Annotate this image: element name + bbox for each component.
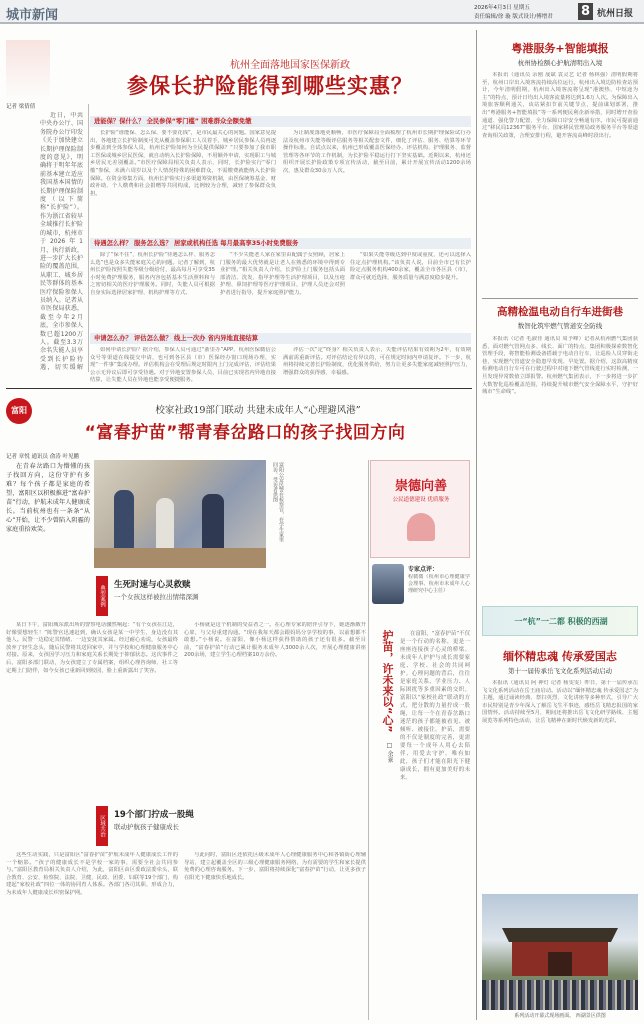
lead-col-3: [90, 252, 215, 330]
lead-col-1-text: 长护险“谁能保、怎么保、要不要花钱”，是市民最关心的问题。国家意见提出，各地建立长护险制度可先从覆盖参保职工人员着手，城乡居民参保人员再逐步覆盖到全体参保人员，杭州长护险如何为全民提供保障？“只要参加了我市职工医保或城乡居民医保，就自动纳入长护险保障，不用额外申请，实现职工与城乡居民无差别覆盖。”市医疗保障局相关负责人表示，同时，长护险实行“零门槛”参保，未满六周岁以及个人情况特殊的困难群众，不需缴费就能纳入长护险保障。在资金筹集方面，杭州长护险实行多渠道筹资机制，由医保统筹基金、财政补助、个人缴费和社会捐赠等共同构成，比例较为合理，减轻了参保群众负担。: [90, 130, 276, 197]
expert-name-text: 程微微（杭州市心理健康学会理事、杭州市未成年人心理研究中心主任）: [408, 574, 470, 594]
question-bar-2: [90, 238, 471, 249]
sec2-col-2: [184, 852, 366, 1020]
right-ad-banner: [482, 606, 638, 636]
sec1-text-2: 小杨就是这个机制的受益者之一。在心理专家的陪伴引导下，她逐渐敞开心扉，与父母重建沟通。“现在我每天都会跟妈妈分享学校的事，以前想都不敢想。”小杨说。在富阳，像小杨这样获得帮助的孩子还有很多。截至目前，“富春护苗”行动已累计服务未成年人3000余人次，开展心理健康讲座200余场，建立学生心理档案10万余份。: [184, 622, 366, 659]
right-story1-body: [482, 72, 638, 294]
expert-label: 专家点评：: [408, 566, 439, 573]
temple-roof: [502, 928, 618, 942]
photo-figure-3: [202, 494, 224, 552]
commentary-author: [384, 742, 394, 792]
lead-kicker: 杭州全面落地国家医保新政: [230, 60, 350, 71]
right-story2-title: 高精检温电动自行车进街巷: [497, 306, 623, 318]
sec2-tag-text: 区域共治: [99, 815, 105, 837]
fuyang-badge: [6, 398, 32, 424]
lead-intro-text: 近日，中共中央办公厅、国务院办公厅印发《关于加快建立长期护理保险制度的意见》，明确将于明年年底前基本建立适应我国基本国情的长期护理保险制度（以下简称“长护险”）。作为浙江省较早全域推行长护险的城市，杭州市于2026年1月，执行新政，进一步扩大长护险的覆盖范围，从职工、城乡居民等群体的基本医疗保险参保人员纳入。记者从市医保局获悉，截至今年2月底，全市参保人数已超1200万人。截至3.3万余名失能人员享受到长护险待遇，切实缓解: [40, 112, 83, 372]
lead-col-divider: [88, 104, 89, 372]
temple-crowd: [482, 980, 638, 1010]
fuyang-photo: [94, 460, 266, 568]
poster-title: 崇德向善: [394, 479, 447, 494]
sec1-col-1: [6, 622, 178, 732]
morality-poster: [370, 460, 470, 558]
question-bar-3: [90, 333, 471, 344]
lead-byline: 记者 梁倩倩: [6, 104, 36, 110]
right-ad-label: 一“杭”一二都 积极的西湖: [514, 617, 608, 626]
expert-name: [408, 574, 470, 614]
sec2-tag: [96, 806, 108, 846]
sec2-text-2: 与此同时，富阳区还依托区级未成年人心理健康服务中心和各镇街心理辅导站，建立起覆盖全区的三级心理健康服务网络，为有需要的学生和家长提供免费的心理咨询服务。下一步，富阳将持续深化“富春护苗”行动，让更多孩子在阳光下健康快乐地成长。: [184, 852, 366, 881]
fuyang-intro: [6, 462, 90, 556]
photo-figure-2: [156, 498, 174, 550]
photo-figure-1: [114, 490, 134, 550]
sec1-text-1: 某日下午，富阳城东派出所的警察电话骤然响起：“有个女孩在江边，好像要想轻生！”陈警官迅速赶到，确认女孩是某一中学生，身边没有其他人。民警一边稳定其情绪、一边安抚其家属。经过耐心劝说，女孩最终放弃了轻生念头，随后民警将其送回家中，并与学校和心理健康服务中心对接。原来，女孩因学习压力和家庭关系长期处于抑郁状态。这次事件之后，富阳多部门联动，为女孩建立了专属档案，组织心理咨询师、社工等定期上门陪伴，如今女孩已重新回到校园，脸上重新露出了笑容。: [6, 622, 178, 674]
poster-subtitle: 公民道德建设 优质服务: [392, 497, 450, 503]
sec2-text-1: 这些生动实践，只是富阳区“富春护苗”护航未成年人健康成长工作的一个缩影。“孩子的健康成长不是学校一家的事，需要全社会共同参与。”富阳区教育局相关负责人介绍，为此，富阳区由区委政法委牵头，联合教育、公安、检察院、法院、卫健、民政、团委、妇联等19个部门，构建起“家校社政”四位一体的协同育人体系。各部门各司其职、形成合力，为未成年人健康成长织密保护网。: [6, 852, 178, 896]
page-number: 8: [578, 3, 593, 20]
right-story2-text: 本报讯（记者 毛淑佳 通讯员 周予峰）记者从杭州燃气集团获悉，面对燃气管网点多、线长、面广的特点，集团积极探索数智化管理手段，将智能检测设备搭载于电动自行车，让巡检人员穿街走巷，实现燃气管道安全隐患早发现、早处置。据介绍，这款高精度检测电动自行车可在行驶过程中对地下燃气管线进行实时检测，一旦发现异常数值立即报警。杭州燃气集团表示，下一步将进一步扩大数智化巡检覆盖范围，持续提升城市燃气安全保障水平，守护好城市“生命线”。: [482, 336, 638, 396]
editor-line: 责任编辑/徐 璇 版式设计/傅增君: [474, 14, 553, 20]
commentary-body: [400, 630, 470, 1020]
fuyang-kicker: 校家社政19部门联动 共建未成年人“心理避风港”: [155, 405, 361, 416]
question-1: 进能保？保什么？ 全民参保“零门槛” 困难群众全额免缴: [94, 118, 252, 125]
expert-avatar: [372, 564, 404, 604]
fuyang-headline: “富春护苗”帮青春岔路口的孩子找回方向: [84, 423, 406, 443]
sec1-title: 生死时速与心灵救赎: [114, 580, 191, 590]
right-story1-subtitle: 杭州协检额心护航清明出入境: [517, 59, 603, 67]
right-story3-body: [482, 680, 638, 890]
fuyang-photo-caption-text: 富阳公安民警在检察官，在学生家里回访。受访者供图: [272, 462, 284, 542]
question-2: 待遇怎么样？ 服务怎么选？ 居家或机构任选 每月最高享35小时免费服务: [94, 240, 299, 247]
right-story3-text: 本报讯（通讯员 阿 神灯 记者 杨雯雯）昨日，第十一届传承岳飞文化系列活动在岳王庙启动。活动以“缅怀精忠魂 传承爱国志”为主题，通过诵读经典、祭扫英烈、文化讲座等多种形式，引导广大市民特别是青少年深入了解岳飞生平事迹，感悟岳飞精忠报国的家国情怀。活动持续至5月，期间还将推出岳飞文化研学路线、主题展览等系列特色活动，让岳飞精神在新时代焕发新的光彩。: [482, 680, 638, 724]
lead-col-3-text: 除了“保不住”，杭州长护险“待遇怎么样、服务怎么选”也是众多失能家庭关心的问题。记者了解到，杭州长护险按照失能等级分级给付，最高每月可享受35小时免费护理服务，服务内容包括基本生活照料和与之密切相关的医疗护理服务。同时，失能人员可根据自身实际选择居家护理、机构护理等方式。: [90, 252, 215, 296]
expert-box: [372, 562, 470, 622]
lead-side-deco: [6, 40, 50, 100]
lead-col-2-text: 为让制度落地更顺畅，市医疗保障局全面梳理了杭州市长期护理保险试行办法及杭州市失能等级评估服务等相关配套文件，细化了评估、服务、结算等环节操作标准。自试点以来，杭州已形成覆盖医保经办、评估机构、护理服务、监督管理等各环节的工作机制，为长护险平稳运行打下坚实基础。近期以来，杭州还组织开展长护险政策专项宣传活动，截至目前，累计开展宣传活动1200余场次，惠及群众30余万人次。: [283, 130, 471, 174]
lead-col-5: [350, 252, 471, 330]
sec1-tag: [96, 576, 108, 616]
lead-col-2: [283, 130, 471, 236]
photo-table: [94, 548, 266, 568]
commentary-headline-text: 护苗，许未来以“心”: [381, 630, 394, 733]
lead-col-7: [283, 347, 471, 383]
right-story1-title: 粤港服务+智能填报: [511, 42, 609, 55]
right-rule-1: [482, 298, 638, 299]
section-label: 城市新闻: [6, 8, 59, 23]
lead-col-6: [90, 347, 276, 383]
sec1-tag-text: 典型案例: [99, 585, 105, 607]
sec2-col-1: [6, 852, 178, 1020]
paper-name: 杭州日报: [597, 9, 634, 19]
right-story1-text: 本报讯（通讯员 余刚 晟斌 袁灵艺 记者 杨林强）清明假期将至，杭州口岸出入境客流持续高位运行。杭州出入境边防检查站预计，今年清明假期，杭州出入境客流将呈现“港澳热、中短途为主”的特点，预计日均出入境客流量将达到1.6万人次。为保障出入境旅客顺利通关，该站紧扣节前关键节点，提前谋划部署，推出“粤港服务+智能填报”等一系列便民利企新举措，同时增开查验通道、强化警力配置，全力保障口岸安全畅通有序。市民可提前通过“移民局12367”服务平台、国家移民管理局政务服务平台等渠道查询相关政策，合理安排行程，避开客流高峰时段出行。: [482, 72, 638, 139]
right-story3-title: 缅怀精忠魂 传承爱国志: [503, 650, 617, 663]
sec1-subtitle: 一个女孩这样被拉出情绪深渊: [114, 593, 199, 601]
sec1-col-2: [184, 622, 366, 732]
right-story2-subtitle: 数智化筑牢燃气管道安全防线: [517, 322, 603, 330]
lead-headline: 参保长护险能得到哪些实惠？: [127, 74, 413, 98]
fuyang-byline: 记者 章悦 通讯员 俞涛 叶见鹏: [6, 454, 79, 460]
sec2-subtitle: 联动护航孩子健康成长: [114, 823, 179, 831]
poster-lotus-icon: [407, 513, 435, 541]
fuyang-photo-caption: [270, 462, 284, 542]
question-bar-1: [90, 116, 471, 127]
commentary-text: 在富阳，“富春护苗”不仅是一个行动的名称，更是一座座连接孩子心灵的桥梁。未成年人护护与成长需要家庭、学校、社会的共同呵护。心理问题的背后，往往是家庭关系、学业压力、人际困扰等多重因素的交织。富阳以“家校社政”联动的方式，把分散的力量拧成一股绳，让每一个在青春岔路口迷茫的孩子都能被看见、被倾听、被接住。护苗，需要的不仅是制度的完善，更需要每一个成年人用心去陪伴、用爱去守护。唯有如此，孩子们才能在阳光下健康成长，拥有更加美好的未来。: [400, 631, 470, 781]
lead-bottom-rule: [6, 388, 472, 389]
lead-col-4: [220, 252, 345, 330]
right-column-divider: [476, 30, 477, 1020]
commentary-divider: [368, 460, 369, 1020]
lead-col-7-text: 评估一次“定”终身？相关负责人表示，失能评估结果有效期为2年，有效期满前需重新评估。对评估结论有异议的，可在规定时间内申请复评。下一步，杭州将持续完善长护险制度，优化服务供给，努力让更多失能家庭减轻照护压力，增强群众的获得感、幸福感。: [283, 347, 471, 376]
right-story2-body: [482, 336, 638, 602]
fuyang-badge-label: 富阳: [11, 406, 27, 415]
lead-intro: [40, 112, 83, 372]
sec2-title: 19个部门拧成一股绳: [114, 810, 194, 820]
lead-col-6-text: 如何申请长护险？据介绍，参保人员可通过“浙里办”APP、杭州医保微信公众号等渠道在线提交申请，也可到各区县（市）医保经办窗口现场办理，实现“一件事”集成办理。评估机构会在受理后规定时限内上门完成评估，评估结果公示无异议后即可享受待遇。对于异地安置参保人员，目前已实现省内异地直接结算，让失能人员在异地也能享受便捷服务。: [90, 347, 276, 383]
question-3: 申请怎么办？ 评估怎么做？ 线上一次办 省内异地直接结算: [94, 335, 258, 342]
page-header: [0, 0, 644, 24]
temple-photo-caption: 系列活动开幕式现场画面。 西湖景区供图: [514, 1013, 606, 1019]
temple-door: [548, 952, 572, 976]
lead-col-5-text: “如果失能等级达到中度或重度，还可以选择入住定点护理机构。”该负责人说，目前全市已有长护险定点服务机构400余家，覆盖全市各区县（市），群众可就近选择，服务质量与满意度稳步提升。: [350, 252, 471, 281]
commentary-headline: [373, 630, 395, 740]
right-story3-subtitle: 第十一届传承岳飞文化系列活动启动: [508, 667, 612, 675]
temple-photo: [482, 894, 638, 1010]
fuyang-intro-text: 在青春岔路口为懵懂的孩子找回方向，这份守护有多难？每个孩子都是家庭的希望，富阳区以积极推进“富春护苗”行动，护航未成年人健康成长。当前杭州也有一条条“从心”开始，让不少曾陷入阴霾的家庭重拾欢笑。: [6, 463, 90, 533]
lead-col-4-text: “不少失能老人家在家里由配偶子女照顾，居家上门服务的最大优势就是让老人在熟悉的环境中得到专业护理。”相关负责人介绍，长护险上门服务包括头面部清洁、洗发、指甲护理等生活护理项目，以及压疮护理、鼻饲护理等医疗护理项目，护理人员还会对照护者进行指导，提升家庭照护能力。: [220, 252, 345, 296]
lead-col-1: [90, 130, 276, 236]
date-line: 2026年4月3日 星期五: [474, 5, 530, 11]
commentary-author-text: □ 余景: [386, 742, 393, 763]
